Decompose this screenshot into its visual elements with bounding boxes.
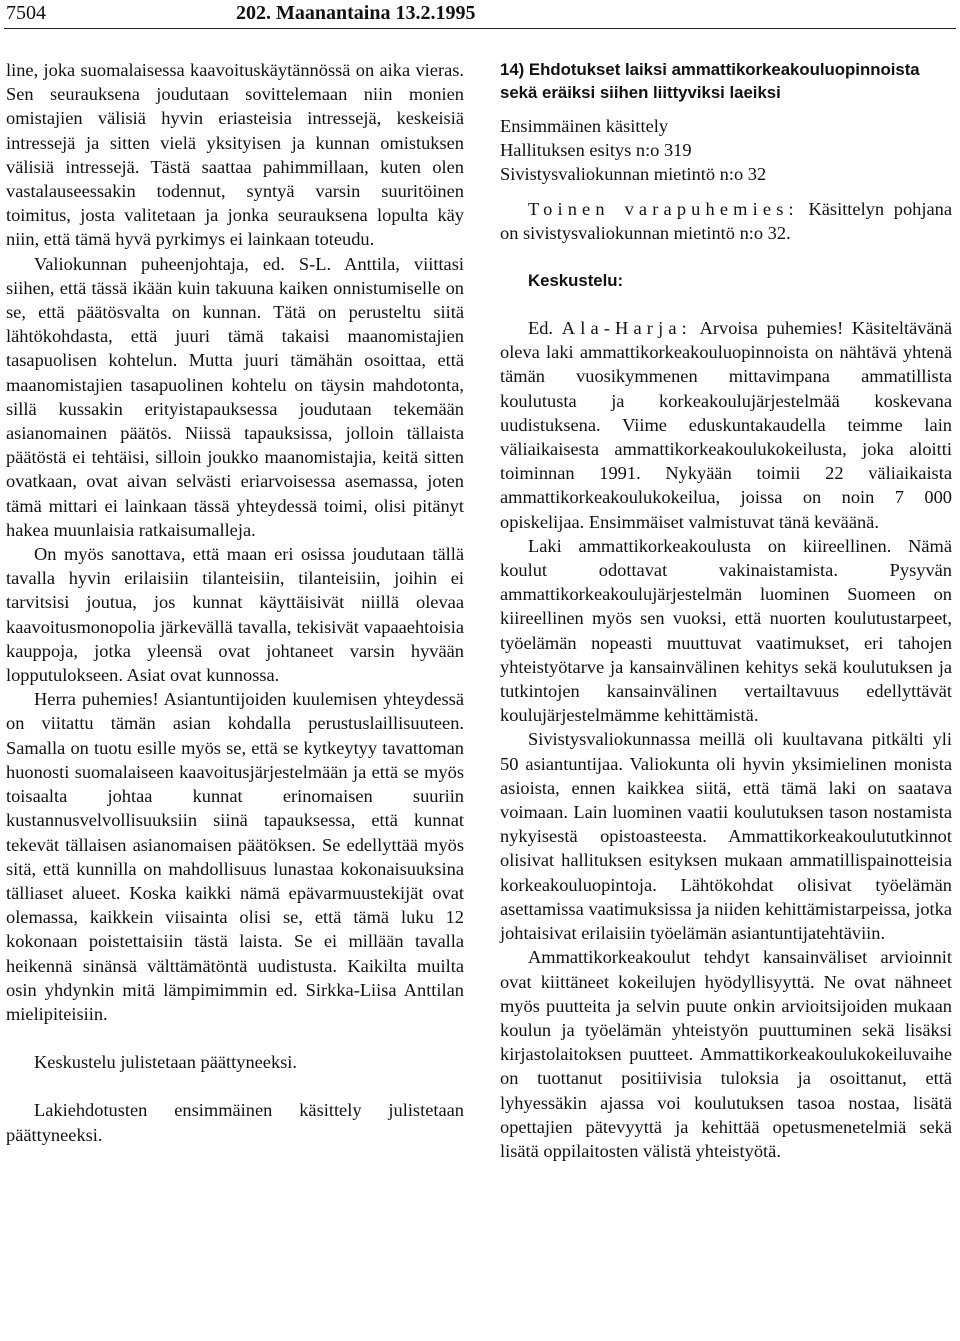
right-paragraph-chair	[500, 197, 952, 245]
right-column	[500, 58, 952, 1163]
left-paragraph-2	[6, 252, 464, 542]
left-paragraph-4: Herra puhemies! Asiantuntijoiden kuulemisen yhteydessä on viitattu tämän asian kohdalla perustuslaillisuuteen. Samalla on tuotu esille myös se, että se kytkeytyy tavattoman huonosti suomalaiseen kaavoitusjärjestelmään ja että se myös toisaalta johtaa kunnat erinomaisen suuriin kustannusvelvollisuuksiin siinä tapauksessa, että kunnat tekevät tällaisen asianomaisen päätöksen. Se edellyttää myös sitä, että kunnilla on mahdollisuus lunastaa kokonaisuuksina tälliaset alueet. Koska kaikki nämä epävarmuustekijät ovat olemassa, kaikkein viisainta olisi se, että tämä luku 12 kokonaan poistettaisiin tästä laista. Se ei millään tavalla heikennä sinänsä välttämätöntä uudistusta. Kaikilta muilta osin yhdynkin mitä lämpimimmin ed. Sirkka-Liisa Anttilan mielipiteisiin.	[6, 689, 464, 1024]
right-paragraph-1-lead: Ed.	[528, 318, 562, 339]
agenda-heading: 14) Ehdotukset laiksi ammattikorkeakouluopinnoista sekä eräiksi siihen liittyviksi laeiksi	[500, 60, 920, 102]
speaker-ala-harja: Ala-Harja:	[561, 318, 692, 339]
first-reading-label: Ensimmäinen käsittely	[500, 116, 669, 136]
right-paragraph-4: Ammattikorkeakoulut tehdyt kansainväliset arvioinnit ovat kiittäneet kokeilujen hyödyllisyyttä. Ne ovat nähneet myös puutteita ja selvin puute onkin arvioitsijoiden mukaan koulun ja työelämän yhteistyön puuttuminen sekä lisäksi kirjastolaitoksen puutteet. Ammattikorkeakoulukokeiluvaihe on tuottanut positiivisia tuloksia ja osoittanut, että lyhyessäkin ajassa voi koulutuksen tasoa nostaa, lisätä opettajien pätevyyttä ja kehittää opetusmenetelmiä sekä lisätä oppilaitosten välistä yhteistyötä.	[500, 947, 952, 1161]
left-paragraph-2-text: viittasi siihen, että tässä ikään kuin takuuna kaiken onnistumiselle on se, että päätösvalta on kunnan. Tätä on perusteltu siitä lähtökohdasta, että juuri tämä takaisi maanomistajien tasapuolisen kohtelun. Mutta juuri tämähän osoittaa, että maanomistajien tasapuolinen kohtelu on täysin mahdotonta, sillä kussakin erityistapauksessa joudutaan tekemään asianomainen päätös. Niissä tapauksissa, jolloin tällaista päätöstä ei tehtäisi, silloin joukko maanomistajia, keitä sitten ovatkaan, ovat aivan selvästi eriarvoisessa asemassa, joten tämä mittari ei lainkaan tässä yhteydessä toimi, olisi pitänyt hakea muunlaisia ratkaisumalleja.	[6, 253, 464, 540]
right-paragraph-2: Laki ammattikorkeakoulusta on kiireellinen. Nämä koulut odottavat vakinaistamista. Pysyvän ammattikorkeakoulujärjestelmän luominen Suomeen on kiireellinen myös sen vuoksi, että nuorten koulutustarpeet, työelämän nopeasti muuttuvat vaatimukset, eri tahojen yhteistyötarve ja kansainvälinen kehitys sekä koulutuksen ja tutkintojen kansainvälinen vertailtavuus edellyttävät koulujärjestelmämme kehittämistä.	[500, 535, 952, 726]
right-paragraph-1-text: Arvoisa puhemies! Käsiteltävänä oleva laki ammattikorkeakouluopinnoista on nähtävä yhtenä tämän vuosikymmenen mittavimpana ammatillista koulutusta ja korkeakoulujärjestelmää koskevana uudistuksena. Viime eduskuntakaudella teimme lain väliaikaisesta ammattikorkeakoulukokeilusta, joka aloitti toiminnan 1991. Nykyään toimii 22 väliaikaista ammattikorkeakoulukokeilua, joissa on noin 7 000 opiskelijaa. Ensimmäiset valmistuvat tänä keväänä.	[500, 318, 952, 532]
issue-date: 202. Maanantaina 13.2.1995	[236, 2, 476, 24]
page-header	[4, 0, 956, 26]
left-paragraph-1: line, joka suomalaisessa kaavoituskäytännössä on aika vieras. Sen seurauksena joudutaan sovittelemaan niin monien omistajien välisiä hyvin eriasteisia intressejä, keskeisiä intressejä ja sitten vielä yksityisen ja kunnan omistuksen välisiä intressejä. Tästä saattaa pahimmillaan, kuten olen vastalauseessakin todennut, syntyä varsin suuritöinen toimitus, josta valitetaan ja jonka seurauksena lopulta käy niin, että tämä hyvä pyrkimys ei lainkaan toteudu.	[6, 60, 464, 250]
left-paragraph-3: On myös sanottava, että maan eri osissa joudutaan tällä tavalla hyvin erilaisiin tilanteisiin, tilanteisiin, joihin ei tarvitsisi joutua, jos kunnat käyttäisivät niillä olevaa kaavoitusmonopolia järkevällä tavalla, tekisivät vapaaehtoisia kauppoja, jotka yleensä ovat johtaneet varsin hyvään lopputulokseen. Asiat ovat kunnossa.	[6, 544, 464, 686]
right-paragraph-1	[500, 316, 952, 534]
chair-speaker: Toinen varapuhemies:	[528, 198, 799, 219]
chair-text: Käsittelyn pohjana on sivistysvaliokunnan mietintö n:o 32.	[500, 198, 952, 243]
government-proposal: Hallituksen esitys n:o 319	[500, 140, 692, 161]
discussion-heading: Keskustelu:	[528, 271, 624, 291]
left-paragraph-5: Keskustelu julistetaan päättyneeksi.	[34, 1052, 298, 1073]
page-number: 7504	[6, 2, 46, 24]
header-rule	[4, 28, 956, 29]
left-paragraph-6: Lakiehdotusten ensimmäinen käsittely julistetaan päättyneeksi.	[6, 1100, 464, 1145]
left-column	[6, 58, 464, 1147]
committee-report: Sivistysvaliokunnan mietintö n:o 32	[500, 164, 767, 185]
right-paragraph-3: Sivistysvaliokunnassa meillä oli kuultavana pitkälti yli 50 asiantuntijaa. Valiokunta oli hyvin yksimielinen monista asioista, ennen kaikkea siitä, että tämä laki on saatava voimaan. Lain luominen vaatii koulutuksen tason nostamista nykyisestä opistoasteesta. Ammattikorkeakoulututkinnot olisivat hallituksen esityksen mukaan ammatillispainotteisia korkeakouluopintoja. Lähtökohdat olisivat työelämän asettamissa vaatimuksissa ja niiden kehittämistarpeissa, jotka johtaisivat erilaisiin työelämän asiantuntijatehtäviin.	[500, 729, 952, 944]
speaker-name: Valiokunnan puheenjohtaja, ed. S-L. Anttila,	[34, 253, 400, 274]
